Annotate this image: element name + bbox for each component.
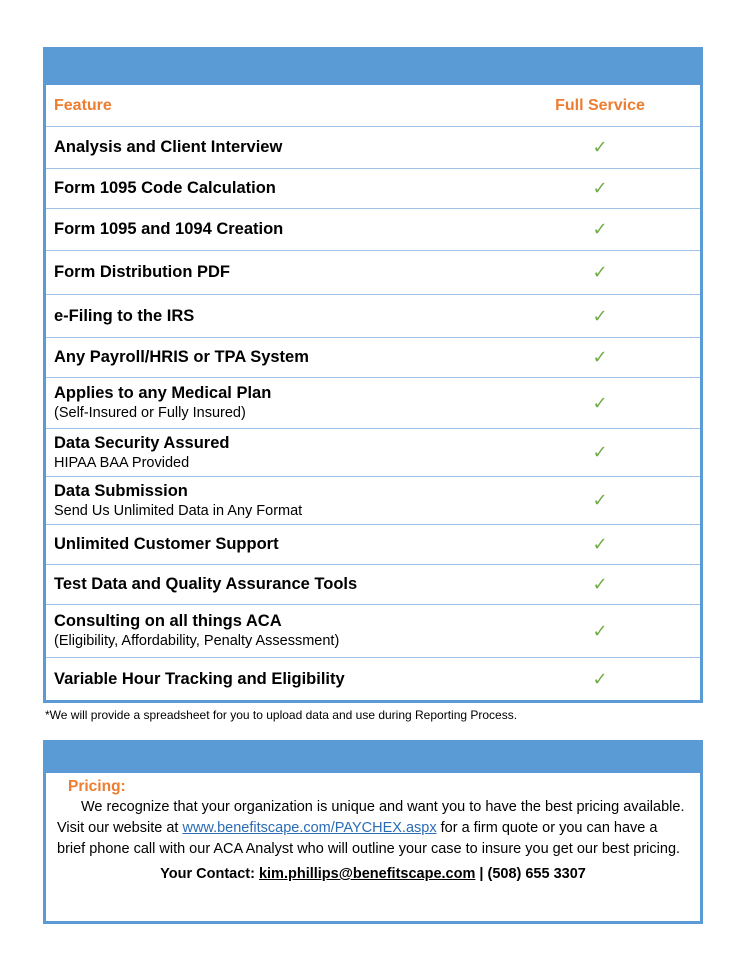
checkmark-icon: ✓: [592, 262, 608, 282]
table-row: [46, 565, 700, 605]
feature-title: Form 1095 Code Calculation: [54, 179, 276, 197]
feature-cell: [46, 347, 500, 368]
table-row: [46, 525, 700, 565]
table-header-bar: [46, 50, 700, 85]
table-row: [46, 251, 700, 295]
feature-cell: [46, 383, 500, 423]
checkmark-icon: ✓: [592, 137, 608, 157]
feature-table: [43, 47, 703, 703]
feature-cell: [46, 306, 500, 327]
table-row: [46, 605, 700, 658]
feature-title: Unlimited Customer Support: [54, 535, 279, 553]
checkmark-icon: ✓: [592, 392, 608, 413]
table-column-headers: [46, 85, 700, 127]
checkmark-icon: ✓: [592, 442, 608, 462]
pricing-title: Pricing:: [68, 778, 126, 795]
feature-title: Any Payroll/HRIS or TPA System: [54, 348, 309, 366]
feature-title: Variable Hour Tracking and Eligibility: [54, 669, 345, 688]
pricing-box: [43, 740, 703, 924]
feature-cell: [46, 481, 500, 521]
feature-title: Form 1095 and 1094 Creation: [54, 220, 284, 238]
feature-subtitle: (Eligibility, Affordability, Penalty Assessment): [54, 633, 340, 649]
contact-line: [46, 866, 700, 882]
footnote: *We will provide a spreadsheet for you to upload data and use during Reporting Process.: [45, 708, 518, 722]
feature-cell: [46, 534, 500, 555]
feature-cell: [46, 433, 500, 473]
feature-cell: [46, 669, 500, 690]
contact-email-link[interactable]: kim.phillips@benefitscape.com: [258, 866, 476, 882]
feature-subtitle: (Self-Insured or Fully Insured): [54, 405, 246, 421]
checkmark-icon: ✓: [592, 490, 608, 510]
table-row: [46, 658, 700, 700]
table-row: [46, 209, 700, 251]
contact-label: Your Contact:: [160, 866, 259, 882]
table-row: [46, 378, 700, 429]
feature-subtitle: HIPAA BAA Provided: [54, 454, 190, 471]
checkmark-icon: ✓: [592, 178, 608, 198]
checkmark-icon: ✓: [592, 305, 608, 326]
checkmark-icon: ✓: [592, 534, 608, 554]
pricing-text-after-link: for a firm quote or you can have a brief phone call with our ACA Analyst who will outline your case to insure you get our best pricing.: [57, 820, 681, 857]
feature-title: Data Submission: [54, 481, 188, 500]
table-row: [46, 127, 700, 169]
table-row: [46, 477, 700, 525]
feature-cell: [46, 219, 500, 240]
table-row: [46, 338, 700, 378]
feature-title: Form Distribution PDF: [54, 263, 230, 281]
feature-cell: [46, 262, 500, 283]
full-service-column-header: Full Service: [555, 96, 645, 114]
feature-subtitle: Send Us Unlimited Data in Any Format: [54, 502, 303, 519]
pricing-header-bar: [46, 743, 700, 773]
feature-column-header: Feature: [54, 96, 112, 114]
feature-cell: [46, 137, 500, 158]
table-row: [46, 295, 700, 338]
feature-cell: [46, 611, 500, 651]
table-row: [46, 169, 700, 209]
checkmark-icon: ✓: [592, 219, 608, 239]
feature-cell: [46, 178, 500, 199]
pricing-text-before-link: We recognize that your organization is unique and want you to have the best pricing available. Visit our website at: [57, 799, 685, 836]
checkmark-icon: ✓: [592, 574, 608, 594]
contact-phone: (508) 655 3307: [487, 866, 586, 882]
feature-title: Analysis and Client Interview: [54, 138, 283, 156]
feature-title: Applies to any Medical Plan: [54, 384, 272, 402]
checkmark-icon: ✓: [592, 668, 608, 689]
feature-title: Data Security Assured: [54, 433, 230, 452]
table-body: [46, 127, 700, 700]
feature-title: Test Data and Quality Assurance Tools: [54, 575, 358, 593]
checkmark-icon: ✓: [592, 620, 608, 641]
feature-title: e-Filing to the IRS: [54, 306, 195, 325]
contact-separator: |: [475, 866, 488, 882]
checkmark-icon: ✓: [592, 347, 608, 367]
feature-cell: [46, 574, 500, 595]
pricing-description: [46, 796, 700, 860]
feature-title: Consulting on all things ACA: [54, 612, 282, 630]
pricing-website-link[interactable]: www.benefitscape.com/PAYCHEX.aspx: [182, 820, 437, 836]
table-row: [46, 429, 700, 477]
